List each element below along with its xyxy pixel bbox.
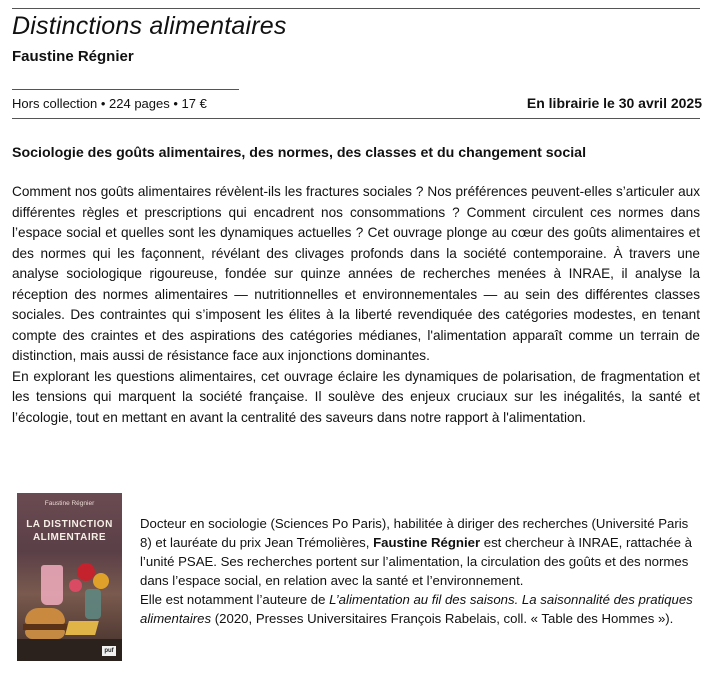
- flower-illustration: [93, 573, 109, 589]
- description-paragraph: Comment nos goûts alimentaires révèlent-ils les fractures sociales ? Nos préférences peuvent-elles s’articuler aux différentes règles et prescriptions qui encadrent nos consommations ? Comment circulent ces normes dans l’espace social et quelles sont les dynamiques actuelles ? Cet ouvrage plonge au cœur des goûts alimentaires et des normes qui les façonnent, révélant des clivages profonds dans la société contemporaine. À travers une analyse sociologique rigoureuse, fondée sur quinze années de recherches menées à INRAE, il analyse la réception des normes alimentaires — nutritionnelles et environnementales — au sein des différentes classes sociales. Des contraintes qui s’imposent les élites à la liberté revendiquée des catégories modestes, en tenant compte des craintes et des aspirations des catégories médianes, l'alimentation apparaît comme un terrain de distinction, mais aussi de résistance face aux injonctions dominantes.: [12, 184, 700, 363]
- cover-author: Faustine Régnier: [44, 500, 95, 507]
- bio-text: (2020, Presses Universitaires François Rabelais, coll. « Table des Hommes »).: [211, 611, 674, 626]
- book-author: Faustine Régnier: [12, 48, 134, 65]
- book-title: Distinctions alimentaires: [12, 12, 287, 40]
- bio-paragraph: [140, 590, 700, 628]
- milkshake-illustration: [41, 565, 63, 605]
- flower-illustration: [69, 579, 82, 592]
- bio-author-name: Faustine Régnier: [373, 535, 481, 550]
- vase-illustration: [85, 589, 101, 619]
- burger-illustration: [25, 630, 65, 639]
- cover-title: [17, 518, 122, 544]
- top-rule: [12, 8, 700, 9]
- bio-work-title: L’alimentation au fil des saisons. La saisonnalité des pratiques alimentaires: [140, 592, 693, 626]
- bio-text: Elle est notamment l’auteure de: [140, 592, 330, 607]
- book-meta: Hors collection • 224 pages • 17 €: [12, 96, 207, 111]
- cover-title-line: ALIMENTAIRE: [32, 532, 107, 543]
- bio-text: Docteur en sociologie (Sciences Po Paris), habilitée à diriger des recherches (Université Paris 8) et lauréate du prix Jean Trémolières,: [140, 516, 689, 550]
- author-bio: [140, 514, 700, 628]
- bio-paragraph: [140, 514, 700, 590]
- burger-illustration: [25, 608, 65, 624]
- header-bottom-rule: [12, 118, 700, 119]
- description-paragraph: En explorant les questions alimentaires, cet ouvrage éclaire les dynamiques de polarisation, de fragmentation et les tensions qui marquent la société française. Il soulève des enjeux cruciaux sur les inégalités, la santé et l’écologie, tout en mettant en avant la centralité des saveurs dans notre rapport à l'alimentation.: [12, 368, 700, 425]
- book-subtitle: Sociologie des goûts alimentaires, des normes, des classes et du changement social: [12, 145, 587, 161]
- book-description: [12, 182, 700, 428]
- fries-illustration: [65, 621, 99, 635]
- release-date: En librairie le 30 avril 2025: [526, 95, 702, 111]
- book-cover-image: [17, 493, 122, 661]
- bio-text: est chercheur à INRAE, rattachée à l’unité PSAE. Ses recherches portent sur l’alimentation, la circulation des goûts et des normes dans l’espace social, en relation avec la santé et l’environnement.: [140, 535, 692, 588]
- short-rule: [12, 89, 239, 90]
- cover-title-line: LA DISTINCTION: [26, 519, 113, 530]
- publisher-logo: puf: [102, 646, 116, 656]
